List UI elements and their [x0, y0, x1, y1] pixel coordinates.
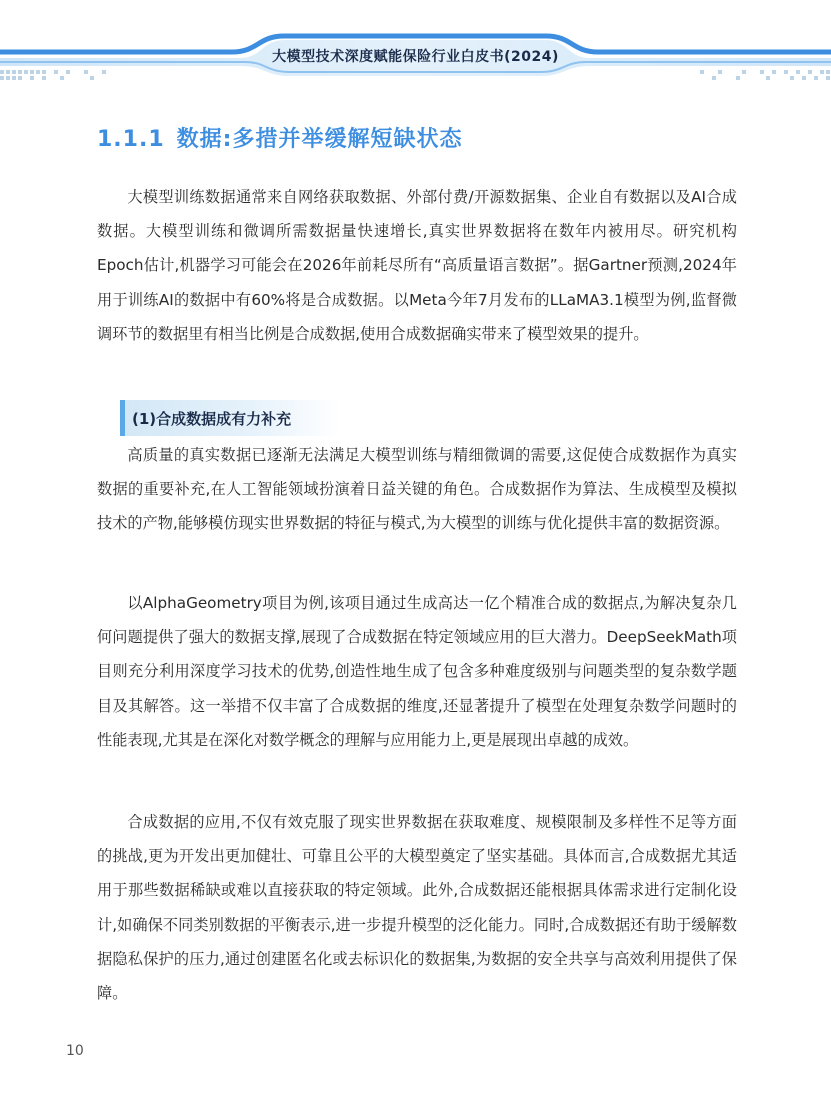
- body-paragraph-1: 大模型训练数据通常来自网络获取数据、外部付费/开源数据集、企业自有数据以及AI合成数据。大模型训练和微调所需数据量快速增长,真实世界数据将在数年内被用尽。研究机构Epoch估计,机器学习可能会在2026年前耗尽所有“高质量语言数据”。据Gartner预测,2024年用于训练AI的数据中有60%将是合成数据。以Meta今年7月发布的LLaMA3.1模型为例,监督微调环节的数据里有相当比例是合成数据,使用合成数据确实带来了模型效果的提升。: [97, 188, 737, 343]
- header-banner-graphic: [0, 0, 831, 90]
- section-title-text: 数据:多措并举缓解短缺状态: [176, 127, 463, 152]
- subheading-text: (1)合成数据成有力补充: [132, 410, 292, 428]
- section-number: 1.1.1: [97, 127, 165, 152]
- body-paragraph-3: 以AlphaGeometry项目为例,该项目通过生成高达一亿个精准合成的数据点,为解决复杂几何问题提供了强大的数据支撑,展现了合成数据在特定领域应用的巨大潜力。DeepSeekMath项目则充分利用深度学习技术的优势,创造性地生成了包含多种难度级别与问题类型的复杂数学题目及其解答。这一举措不仅丰富了合成数据的维度,还显著提升了模型在处理复杂数学问题时的性能表现,尤其是在深化对数学概念的理解与应用能力上,更是展现出卓越的成效。: [97, 594, 737, 749]
- document-title: 大模型技术深度赋能保险行业白皮书(2024): [272, 49, 559, 65]
- page-number: 10: [66, 1043, 84, 1059]
- page-header: [0, 0, 831, 90]
- body-paragraph-2: 高质量的真实数据已逐渐无法满足大模型训练与精细微调的需要,这促使合成数据作为真实数据的重要补充,在人工智能领域扮演着日益关键的角色。合成数据作为算法、生成模型及模拟技术的产物,能够模仿现实世界数据的特征与模式,为大模型的训练与优化提供丰富的数据资源。: [97, 446, 737, 533]
- body-paragraph-4: 合成数据的应用,不仅有效克服了现实世界数据在获取难度、规模限制及多样性不足等方面的挑战,更为开发出更加健壮、可靠且公平的大模型奠定了坚实基础。具体而言,合成数据尤其适用于那些数据稀缺或难以直接获取的特定领域。此外,合成数据还能根据具体需求进行定制化设计,如确保不同类别数据的平衡表示,进一步提升模型的泛化能力。同时,合成数据还有助于缓解数据隐私保护的压力,通过创建匿名化或去标识化的数据集,为数据的安全共享与高效利用提供了保障。: [97, 813, 737, 1003]
- subheading-box: [120, 400, 340, 436]
- section-heading: [97, 122, 462, 153]
- subheading-accent-bar: [120, 400, 125, 436]
